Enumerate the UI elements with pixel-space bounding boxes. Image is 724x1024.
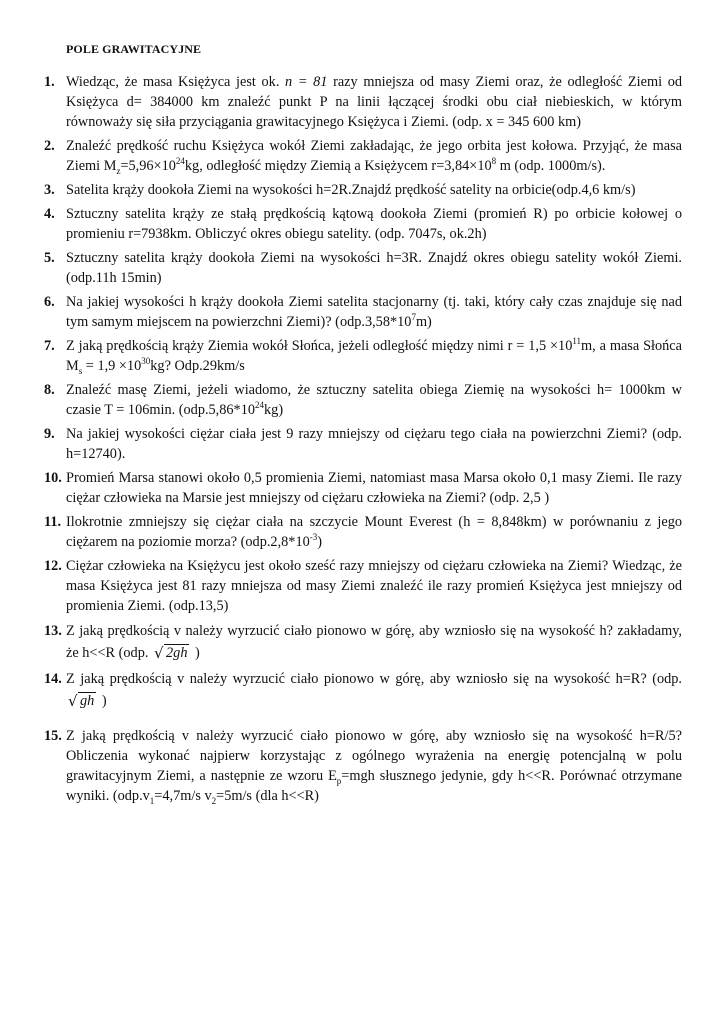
- problem-6: [0, 292, 682, 332]
- problem-7: [0, 336, 682, 376]
- problem-text: Z jaką prędkością krąży Ziemia wokół Słońca, jeżeli odległość między nimi $r = 1,5 \times 10^{11}m$, a masa Słońca $M_s = 1,9 \times 10^{30}kg$? Odp.29km/s: [66, 336, 682, 376]
- problem-text: Ciężar człowieka na Księżycu jest około sześć razy mniejszy od ciężaru człowieka na Ziemi? Wiedząc, że masa Księżyca jest 81 razy mniejsza od masy Ziemi znaleźć ile razy promień Księżyca jest mniejszy od promienia Ziemi. (odp.13,5): [66, 558, 682, 614]
- problem-number: 3.: [44, 182, 55, 198]
- problem-15: [0, 726, 682, 806]
- problem-text: Satelita krąży dookoła Ziemi na wysokości h=2R.Znajdź prędkość satelity na orbicie(odp.4,6 km/s): [66, 182, 636, 198]
- problem-2: [0, 136, 682, 176]
- problem-10: [0, 468, 682, 508]
- problem-text: Wiedząc, że masa Księżyca jest ok. n = 81 razy mniejsza od masy Ziemi oraz, że odległość Ziemi od Księżyca d= 384000 km znaleźć punkt P na linii łączącej środki obu ciał niebieskich, w którym równoważy się siła przyciągania grawitacyjnego Księżyca i Ziemi. (odp. x = 345 600 km): [66, 74, 682, 130]
- problem-text: Z jaką prędkością v należy wyrzucić ciało pionowo w górę, aby wzniosło się na wysokość h=R/5? Obliczenia wykonać najpierw korzystając z ogólnego wyrażenia na energię potencjalną w polu grawitacyjnym Ziemi, a następnie ze wzoru $E_p=mgh$ słusznego jedynie, gdy h<<R. Porównać otrzymane wyniki. ($odp.v_1=4,7m/s$ $v_2=5m/s$ (dla h<<R): [66, 728, 682, 806]
- problem-text: Z jaką prędkością v należy wyrzucić ciało pionowo w górę, aby wzniosło się na wysokość h=R? (odp. √ gh ): [66, 671, 682, 710]
- problem-13: [0, 620, 682, 664]
- problem-3: [0, 180, 682, 200]
- problem-1: [0, 72, 682, 132]
- problem-11: [0, 512, 682, 552]
- problem-number: 6.: [44, 294, 55, 310]
- problem-number: 2.: [44, 138, 55, 154]
- problem-number: 10.: [44, 470, 62, 486]
- problem-number: 15.: [44, 728, 62, 744]
- problem-9: [0, 424, 682, 464]
- page-title: POLE GRAWITACYJNE: [66, 42, 202, 56]
- problem-number: 13.: [44, 623, 62, 639]
- problem-text: Na jakiej wysokości ciężar ciała jest 9 razy mniejszy od ciężaru tego ciała na powierzchni Ziemi? (odp. h=12740).: [66, 426, 682, 462]
- problem-12: [0, 556, 682, 616]
- problem-number: 9.: [44, 426, 55, 442]
- sqrt-expression: √ gh: [68, 692, 95, 710]
- problem-list: [0, 72, 724, 810]
- problem-text: Sztuczny satelita krąży ze stałą prędkością kątową dookoła Ziemi (promień R) po orbicie kołowej o promieniu r=7938km. Obliczyć okres obiegu satelity. (odp. 7047s, ok.2h): [66, 206, 682, 242]
- problem-14: [0, 668, 682, 712]
- problem-number: 4.: [44, 206, 55, 222]
- problem-number: 11.: [44, 514, 62, 530]
- problem-text: Promień Marsa stanowi około 0,5 promienia Ziemi, natomiast masa Marsa około 0,1 masy Ziemi. Ile razy ciężar człowieka na Marsie jest mniejszy od ciężaru człowieka na Ziemi? (odp. 2,5 ): [66, 470, 682, 506]
- problem-text: Znaleźć prędkość ruchu Księżyca wokół Ziemi zakładając, że jego orbita jest kołowa. Przyjąć, że masa Ziemi $M_z=5,96\times 10^{24}kg$, odległość między Ziemią a Księżycem $r=3,84\times 10^8$ m (odp. 1000m/s).: [66, 138, 682, 176]
- problem-4: [0, 204, 682, 244]
- problem-text: Sztuczny satelita krąży dookoła Ziemi na wysokości h=3R. Znajdź okres obiegu satelity wokół Ziemi. (odp.11h 15min): [66, 250, 682, 286]
- problem-text: Znaleźć masę Ziemi, jeżeli wiadomo, że sztuczny satelita obiega Ziemię na wysokości h= 1000km w czasie T = 106min. $(odp.5,86*10^{24}kg)$: [66, 382, 682, 418]
- problem-text: Ilokrotnie zmniejszy się ciężar ciała na szczycie Mount Everest (h = 8,848km) w porównaniu z jego ciężarem na poziomie morza? $(odp.2,8*10^{-3})$: [66, 514, 682, 550]
- problem-text: Z jaką prędkością v należy wyrzucić ciało pionowo w górę, aby wzniosło się na wysokość h? zakładamy, że h<<R (odp. √ 2gh ): [66, 623, 682, 662]
- problem-5: [0, 248, 682, 288]
- problem-number: 12.: [44, 558, 62, 574]
- problem-number: 1.: [44, 74, 55, 90]
- problem-text: Na jakiej wysokości h krąży dookoła Ziemi satelita stacjonarny (tj. taki, który cały czas znajduje się nad tym samym miejscem na powierzchni Ziemi)? $(odp.3,58*10^7m)$: [66, 294, 682, 330]
- problem-8: [0, 380, 682, 420]
- problem-number: 5.: [44, 250, 55, 266]
- problem-number: 8.: [44, 382, 55, 398]
- problem-number: 14.: [44, 671, 62, 687]
- problem-number: 7.: [44, 338, 55, 354]
- sqrt-expression: √ 2gh: [154, 644, 188, 662]
